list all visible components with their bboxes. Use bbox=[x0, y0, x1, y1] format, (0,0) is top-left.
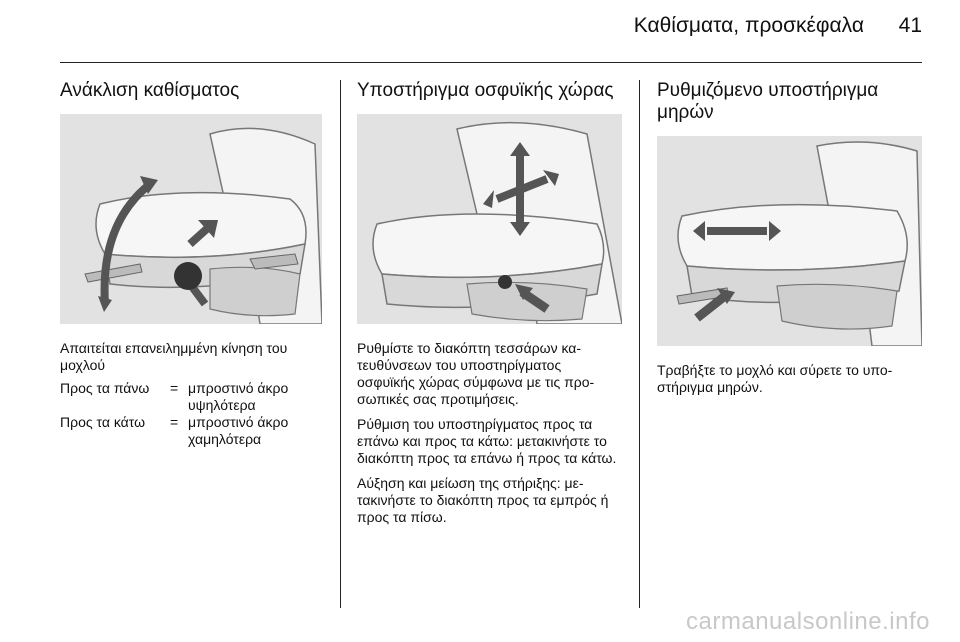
definition-term: Προς τα πάνω bbox=[60, 380, 150, 396]
section-seat-tilt bbox=[60, 80, 322, 448]
section-heading: Ανάκλιση καθίσματος bbox=[60, 80, 240, 101]
section-paragraph: Αύξηση και μείωση της στήριξης: με-τακινήστε το διακόπτη προς τα εμπρός ή προς τα πίσω. bbox=[357, 475, 609, 525]
column-divider-2 bbox=[639, 80, 640, 608]
section-lumbar-support bbox=[357, 80, 622, 526]
definition-equals: = bbox=[170, 414, 179, 430]
section-paragraph: Ρύθμιση του υποστηρίγματος προς τα επάνω και προς τα κάτω: μετακινήστε το διακόπτη προς τα επάνω ή προς τα κάτω. bbox=[357, 416, 617, 466]
section-text: Απαιτείται επανειλημμένη κίνηση του μοχλού bbox=[60, 340, 288, 373]
section-paragraph: Ρυθμίστε το διακόπτη τεσσάρων κα-τευθύνσεων του υποστηρίγματος οσφυϊκής χώρας σύμφωνα με τις προ-σωπικές σας προτιμήσεις. bbox=[357, 340, 595, 407]
lumbar-support-illustration bbox=[357, 114, 622, 324]
running-header-title: Καθίσματα, προσκέφαλα bbox=[633, 14, 864, 37]
definition-value: μπροστινό άκρο χαμηλότερα bbox=[188, 414, 289, 447]
section-thigh-support bbox=[657, 80, 922, 396]
definition-equals: = bbox=[170, 380, 179, 396]
page-number: 41 bbox=[898, 14, 922, 37]
header-rule bbox=[60, 62, 922, 63]
definition-term: Προς τα κάτω bbox=[60, 414, 145, 430]
section-heading: Υποστήριγμα οσφυϊκής χώρας bbox=[357, 80, 614, 101]
definition-table bbox=[60, 380, 322, 448]
definition-row bbox=[60, 380, 322, 414]
definition-row bbox=[60, 414, 322, 448]
section-heading: Ρυθμιζόμενο υποστήριγμα μηρών bbox=[657, 80, 879, 123]
thigh-support-illustration bbox=[657, 136, 922, 346]
definition-value: μπροστινό άκρο υψηλότερα bbox=[188, 380, 289, 413]
seat-tilt-illustration bbox=[60, 114, 322, 324]
column-divider-1 bbox=[340, 80, 341, 608]
section-text: Τραβήξτε το μοχλό και σύρετε το υπο-στήριγμα μηρών. bbox=[657, 362, 893, 395]
watermark: carmanualsonline.info bbox=[686, 608, 930, 635]
